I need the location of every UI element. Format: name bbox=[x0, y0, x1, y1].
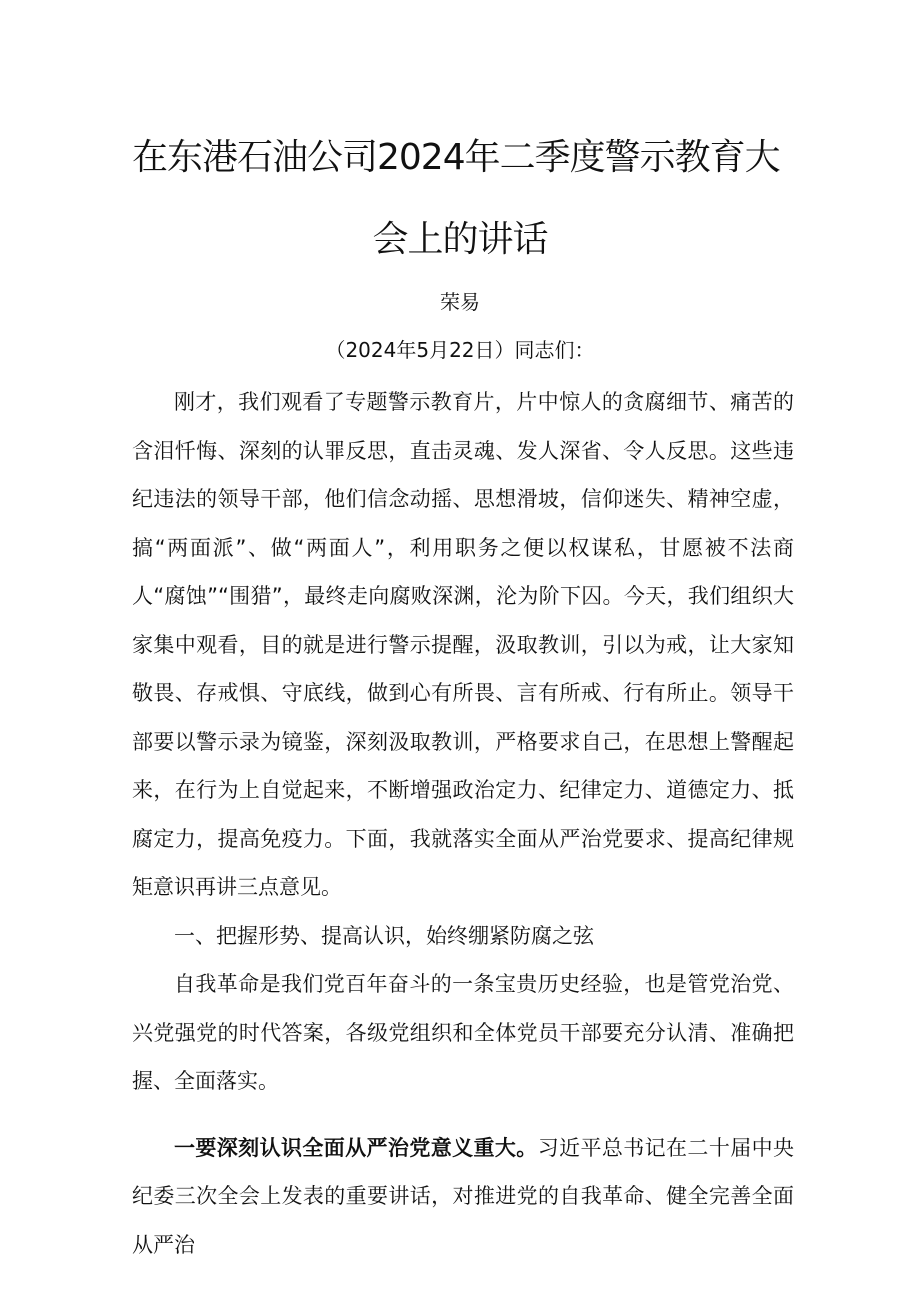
paragraph-self-revolution: 自我革命是我们党百年奋斗的一条宝贵历史经验，也是管党治党、兴党强党的时代答案，各级党组织和全体党员干部要充分认清、准确把握、全面落实。 bbox=[132, 972, 794, 1093]
document-body bbox=[132, 378, 794, 1269]
point-one-lead: 一要深刻认识全面从严治党意义重大。 bbox=[174, 1135, 538, 1160]
point-one-text: 习近平总书记在二十届中央纪委三次全会上发表的重要讲话，对推进党的自我革命、健全完善全面从严治 bbox=[132, 1135, 795, 1257]
author-name: 荣易 bbox=[440, 290, 480, 314]
paragraph-point-one bbox=[132, 1124, 794, 1270]
document-title-line-1: 在东港石油公司2024年二季度警示教育大 bbox=[132, 137, 780, 178]
section-heading-1: 一、把握形势、提高认识，始终绷紧防腐之弦 bbox=[174, 923, 594, 948]
document-title-line-2: 会上的讲话 bbox=[372, 219, 548, 260]
paragraph-opening: 刚才，我们观看了专题警示教育片，片中惊人的贪腐细节、痛苦的含泪忏悔、深刻的认罪反思，直击灵魂、发人深省、令人反思。这些违纪违法的领导干部，他们信念动摇、思想滑坡，信仰迷失、精神空虚，搞“两面派”、做“两面人”，利用职务之便以权谋私，甘愿被不法商人“腐蚀”“围猎”，最终走向腐败深渊，沦为阶下囚。今天，我们组织大家集中观看，目的就是进行警示提醒，汲取教训，引以为戒，让大家知敬畏、存戒惧、守底线，做到心有所畏、言有所戒、行有所止。领导干部要以警示录为镜鉴，深刻汲取教训，严格要求自己，在思想上警醒起来，在行为上自觉起来，不断增强政治定力、纪律定力、道德定力、抵腐定力，提高免疫力。下面，我就落实全面从严治党要求、提高纪律规矩意识再讲三点意见。 bbox=[132, 390, 794, 899]
date-and-salutation: （2024年5月22日）同志们： bbox=[325, 338, 595, 362]
